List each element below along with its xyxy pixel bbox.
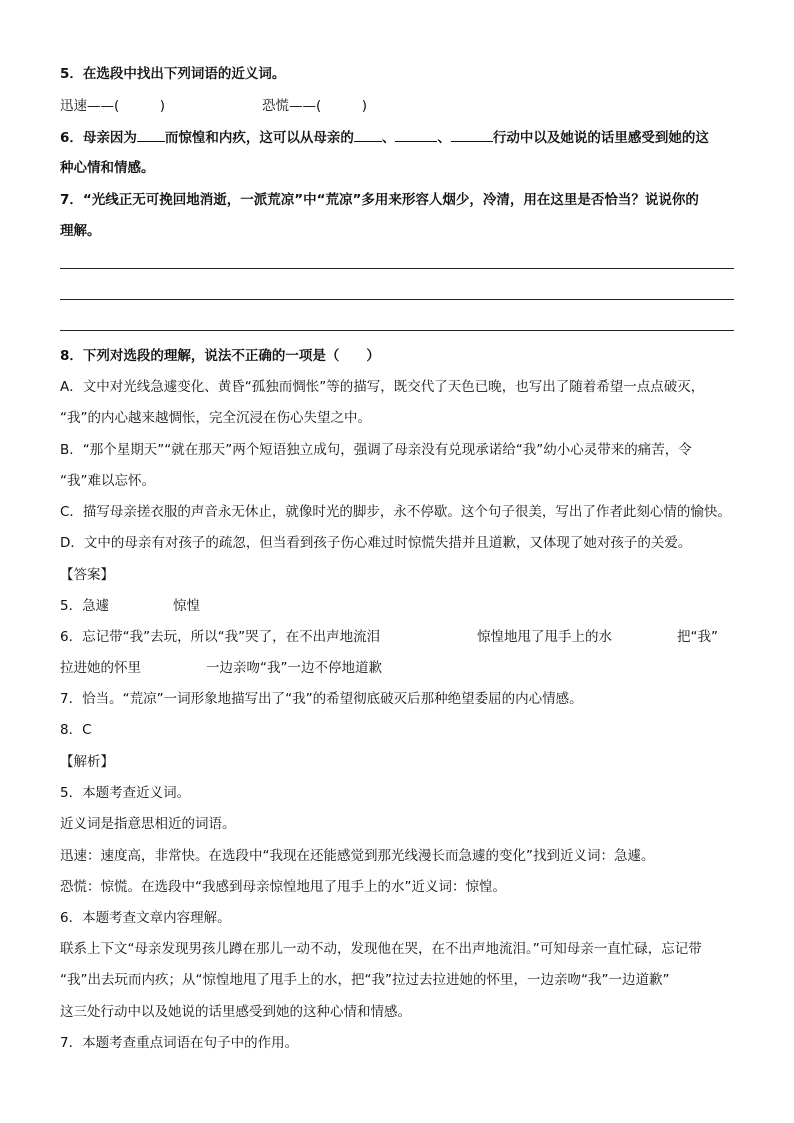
- option-c: C．描写母亲搓衣服的声音永无休止，就像时光的脚步，永不停歇。这个句子很美，写出了作者此刻心情的愉快。: [60, 504, 731, 520]
- answer-6-part-3: 把“我”: [677, 629, 718, 645]
- question-5-title: 5．在选段中找出下列词语的近义词。: [60, 66, 286, 82]
- answer-5-word-2: 惊惶: [173, 598, 200, 614]
- answer-6-part-4: 拉进她的怀里: [60, 660, 141, 676]
- answer-8: 8．C: [60, 722, 92, 738]
- analysis-line-6: 联系上下文“母亲发现男孩儿蹲在那儿一动不动，发现他在哭，在不出声地流泪。”可知母亲一直忙碌，忘记带: [60, 941, 702, 957]
- analysis-line-3: 迅速：速度高，非常快。在选段中“我现在还能感觉到那光线漫长而急遽的变化”找到近义词：急遽。: [60, 848, 655, 864]
- option-a-line-1: A．文中对光线急遽变化、黄昏“孤独而惆怅”等的描写，既交代了天色已晚，也写出了随着希望一点点破灭，: [60, 379, 705, 395]
- question-7-line-2: 理解。: [60, 223, 101, 239]
- option-b-line-2: “我”难以忘怀。: [60, 473, 155, 489]
- analysis-line-9: 7．本题考查重点词语在句子中的作用。: [60, 1035, 299, 1051]
- answer-6-part-5: 一边亲吻“我”一边不停地道歉: [206, 660, 382, 676]
- answer-line-2[interactable]: [60, 299, 734, 300]
- analysis-line-5: 6．本题考查文章内容理解。: [60, 910, 231, 926]
- q6-text-1: 6．母亲因为: [60, 130, 137, 146]
- question-8-stem: 8．下列对选段的理解，说法不正确的一项是（ ）: [60, 348, 380, 364]
- q6-blank-4[interactable]: [451, 127, 493, 142]
- q6-blank-2[interactable]: [354, 127, 382, 142]
- analysis-line-2: 近义词是指意思相近的词语。: [60, 816, 236, 832]
- question-7-line-1: 7．“光线正无可挽回地消逝，一派荒凉”中“荒凉”多用来形容人烟少，冷清，用在这里是否恰当？说说你的: [60, 192, 699, 208]
- option-b-line-1: B．“那个星期天”“就在那天”两个短语独立成句，强调了母亲没有兑现承诺给“我”幼小心灵带来的痛苦，令: [60, 442, 692, 458]
- answer-line-1[interactable]: [60, 268, 734, 269]
- q6-text-3: 行动中以及她说的话里感受到她的这: [492, 130, 709, 146]
- option-a-line-2: “我”的内心越来越惆怅，完全沉浸在伤心失望之中。: [60, 410, 371, 426]
- q5-blank-1[interactable]: 迅速——( ): [60, 98, 166, 114]
- analysis-line-4: 恐慌：惊慌。在选段中“我感到母亲惊惶地甩了甩手上的水”近义词：惊惶。: [60, 879, 506, 895]
- q6-text-2: 而惊惶和内疚，这可以从母亲的: [164, 130, 354, 146]
- answer-6-part-2: 惊惶地甩了甩手上的水: [477, 629, 612, 645]
- answer-header: 【答案】: [60, 567, 114, 583]
- option-d: D．文中的母亲有对孩子的疏忽，但当看到孩子伤心难过时惊慌失措并且道歉，又体现了她对孩子的关爱。: [60, 535, 692, 551]
- answer-6-part-1: 6．忘记带“我”去玩，所以“我”哭了，在不出声地流泪: [60, 629, 381, 645]
- analysis-header: 【解析】: [60, 754, 114, 770]
- q6-blank-1[interactable]: [137, 127, 165, 142]
- q6-blank-3[interactable]: [395, 127, 437, 142]
- question-6-line-2: 种心情和情感。: [60, 160, 155, 176]
- q6-sep-1: 、: [381, 130, 396, 146]
- analysis-line-8: 这三处行动中以及她说的话里感受到她的这种心情和情感。: [60, 1004, 411, 1020]
- answer-5-word-1: 5．急遽: [60, 598, 110, 614]
- q5-blank-2[interactable]: 恐慌——( ): [262, 98, 368, 114]
- answer-7: 7．恰当。“荒凉”一词形象地描写出了“我”的希望彻底破灭后那种绝望委屈的内心情感。: [60, 691, 583, 707]
- question-6-line-1: [60, 127, 709, 148]
- analysis-line-7: “我”出去玩而内疚；从“惊惶地甩了甩手上的水，把“我”拉过去拉进她的怀里，一边亲吻“我”一边道歉”: [60, 972, 670, 988]
- q6-sep-2: 、: [437, 130, 451, 146]
- analysis-line-1: 5．本题考查近义词。: [60, 785, 191, 801]
- answer-line-3[interactable]: [60, 330, 734, 331]
